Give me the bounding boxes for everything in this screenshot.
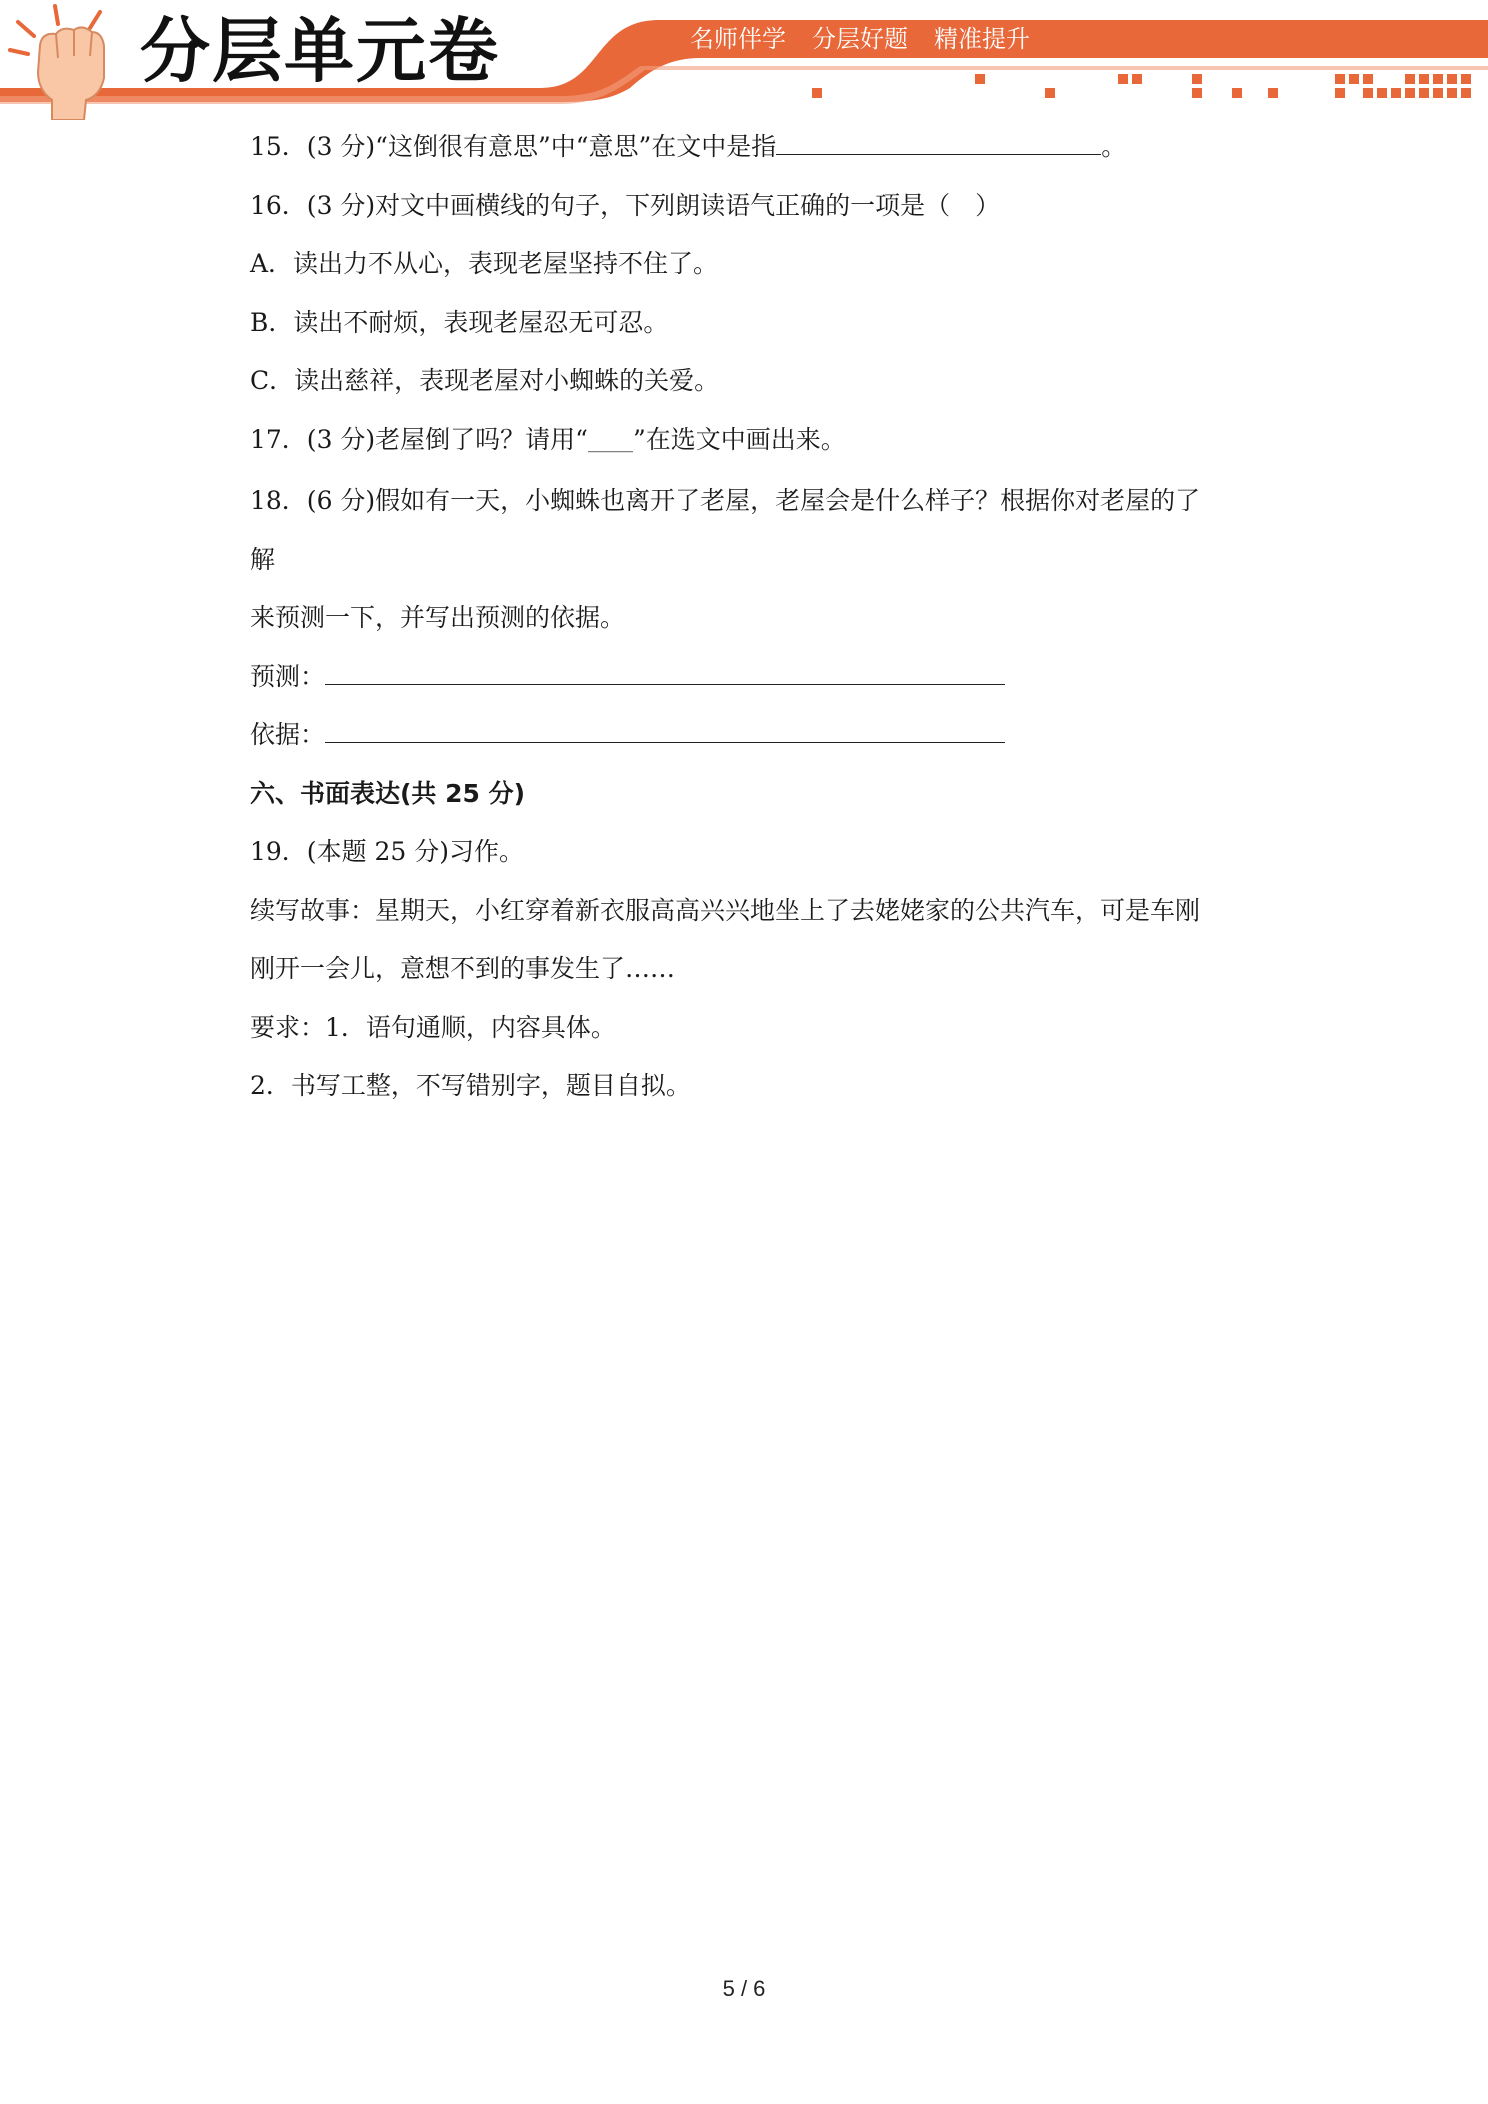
option-b: B．读出不耐烦，表现老屋忍无可忍。 <box>250 307 669 337</box>
option-a: A．读出力不从心，表现老屋坚持不住了。 <box>250 249 719 278</box>
slogan-item: 分层好题 <box>812 25 908 53</box>
question-17-prefix: 17．(3 分)老屋倒了吗？请用“ <box>250 424 588 454</box>
basis-blank[interactable] <box>325 720 1005 743</box>
question-18-line3: 来预测一下，并写出预测的依据。 <box>250 603 626 632</box>
question-17 <box>250 411 1250 473</box>
question-18-line2: 解 <box>250 544 276 574</box>
page-number: 5 / 6 <box>722 1976 766 2001</box>
predict-label: 预测： <box>250 661 326 691</box>
fist-icon <box>0 0 130 120</box>
question-18-line1: 18．(6 分)假如有一天，小蜘蛛也离开了老屋，老屋会是什么样子？根据你对老屋的了 <box>250 486 1201 515</box>
predict-row <box>250 648 1250 707</box>
exam-content <box>250 118 1250 1116</box>
requirement-1: 要求：1．语句通顺，内容具体。 <box>250 1012 616 1042</box>
section-6-title: 六、书面表达(共 25 分) <box>250 778 526 808</box>
slogan-item: 名师伴学 <box>690 25 786 53</box>
basis-row <box>250 706 1250 765</box>
writing-prompt-line1: 续写故事：星期天，小红穿着新衣服高高兴兴地坐上了去姥姥家的公共汽车，可是车刚 <box>250 895 1201 925</box>
question-17-suffix: ”在选文中画出来。 <box>632 424 846 454</box>
brand-title: 分层单元卷 <box>140 10 500 92</box>
question-15 <box>250 118 1250 177</box>
requirement-2: 2．书写工整，不写错别字，题目自拟。 <box>250 1071 691 1100</box>
question-15-suffix: 。 <box>1101 132 1127 161</box>
slogan-bar <box>690 18 1030 60</box>
answer-blank[interactable] <box>776 132 1101 155</box>
wave-mark: _____ <box>587 431 633 453</box>
question-16: 16．(3 分)对文中画横线的句子，下列朗读语气正确的一项是（ ） <box>250 190 1001 220</box>
question-15-text: 15．(3 分)“这倒很有意思”中“意思”在文中是指 <box>250 132 777 161</box>
basis-label: 依据： <box>250 720 326 749</box>
writing-prompt-line2: 刚开一会儿，意想不到的事发生了…… <box>250 954 676 983</box>
question-19: 19．(本题 25 分)习作。 <box>250 837 525 866</box>
predict-blank[interactable] <box>325 662 1005 685</box>
header-banner <box>0 0 1488 125</box>
option-c: C．读出慈祥，表现老屋对小蜘蛛的关爱。 <box>250 366 720 395</box>
slogan-item: 精准提升 <box>934 25 1030 53</box>
